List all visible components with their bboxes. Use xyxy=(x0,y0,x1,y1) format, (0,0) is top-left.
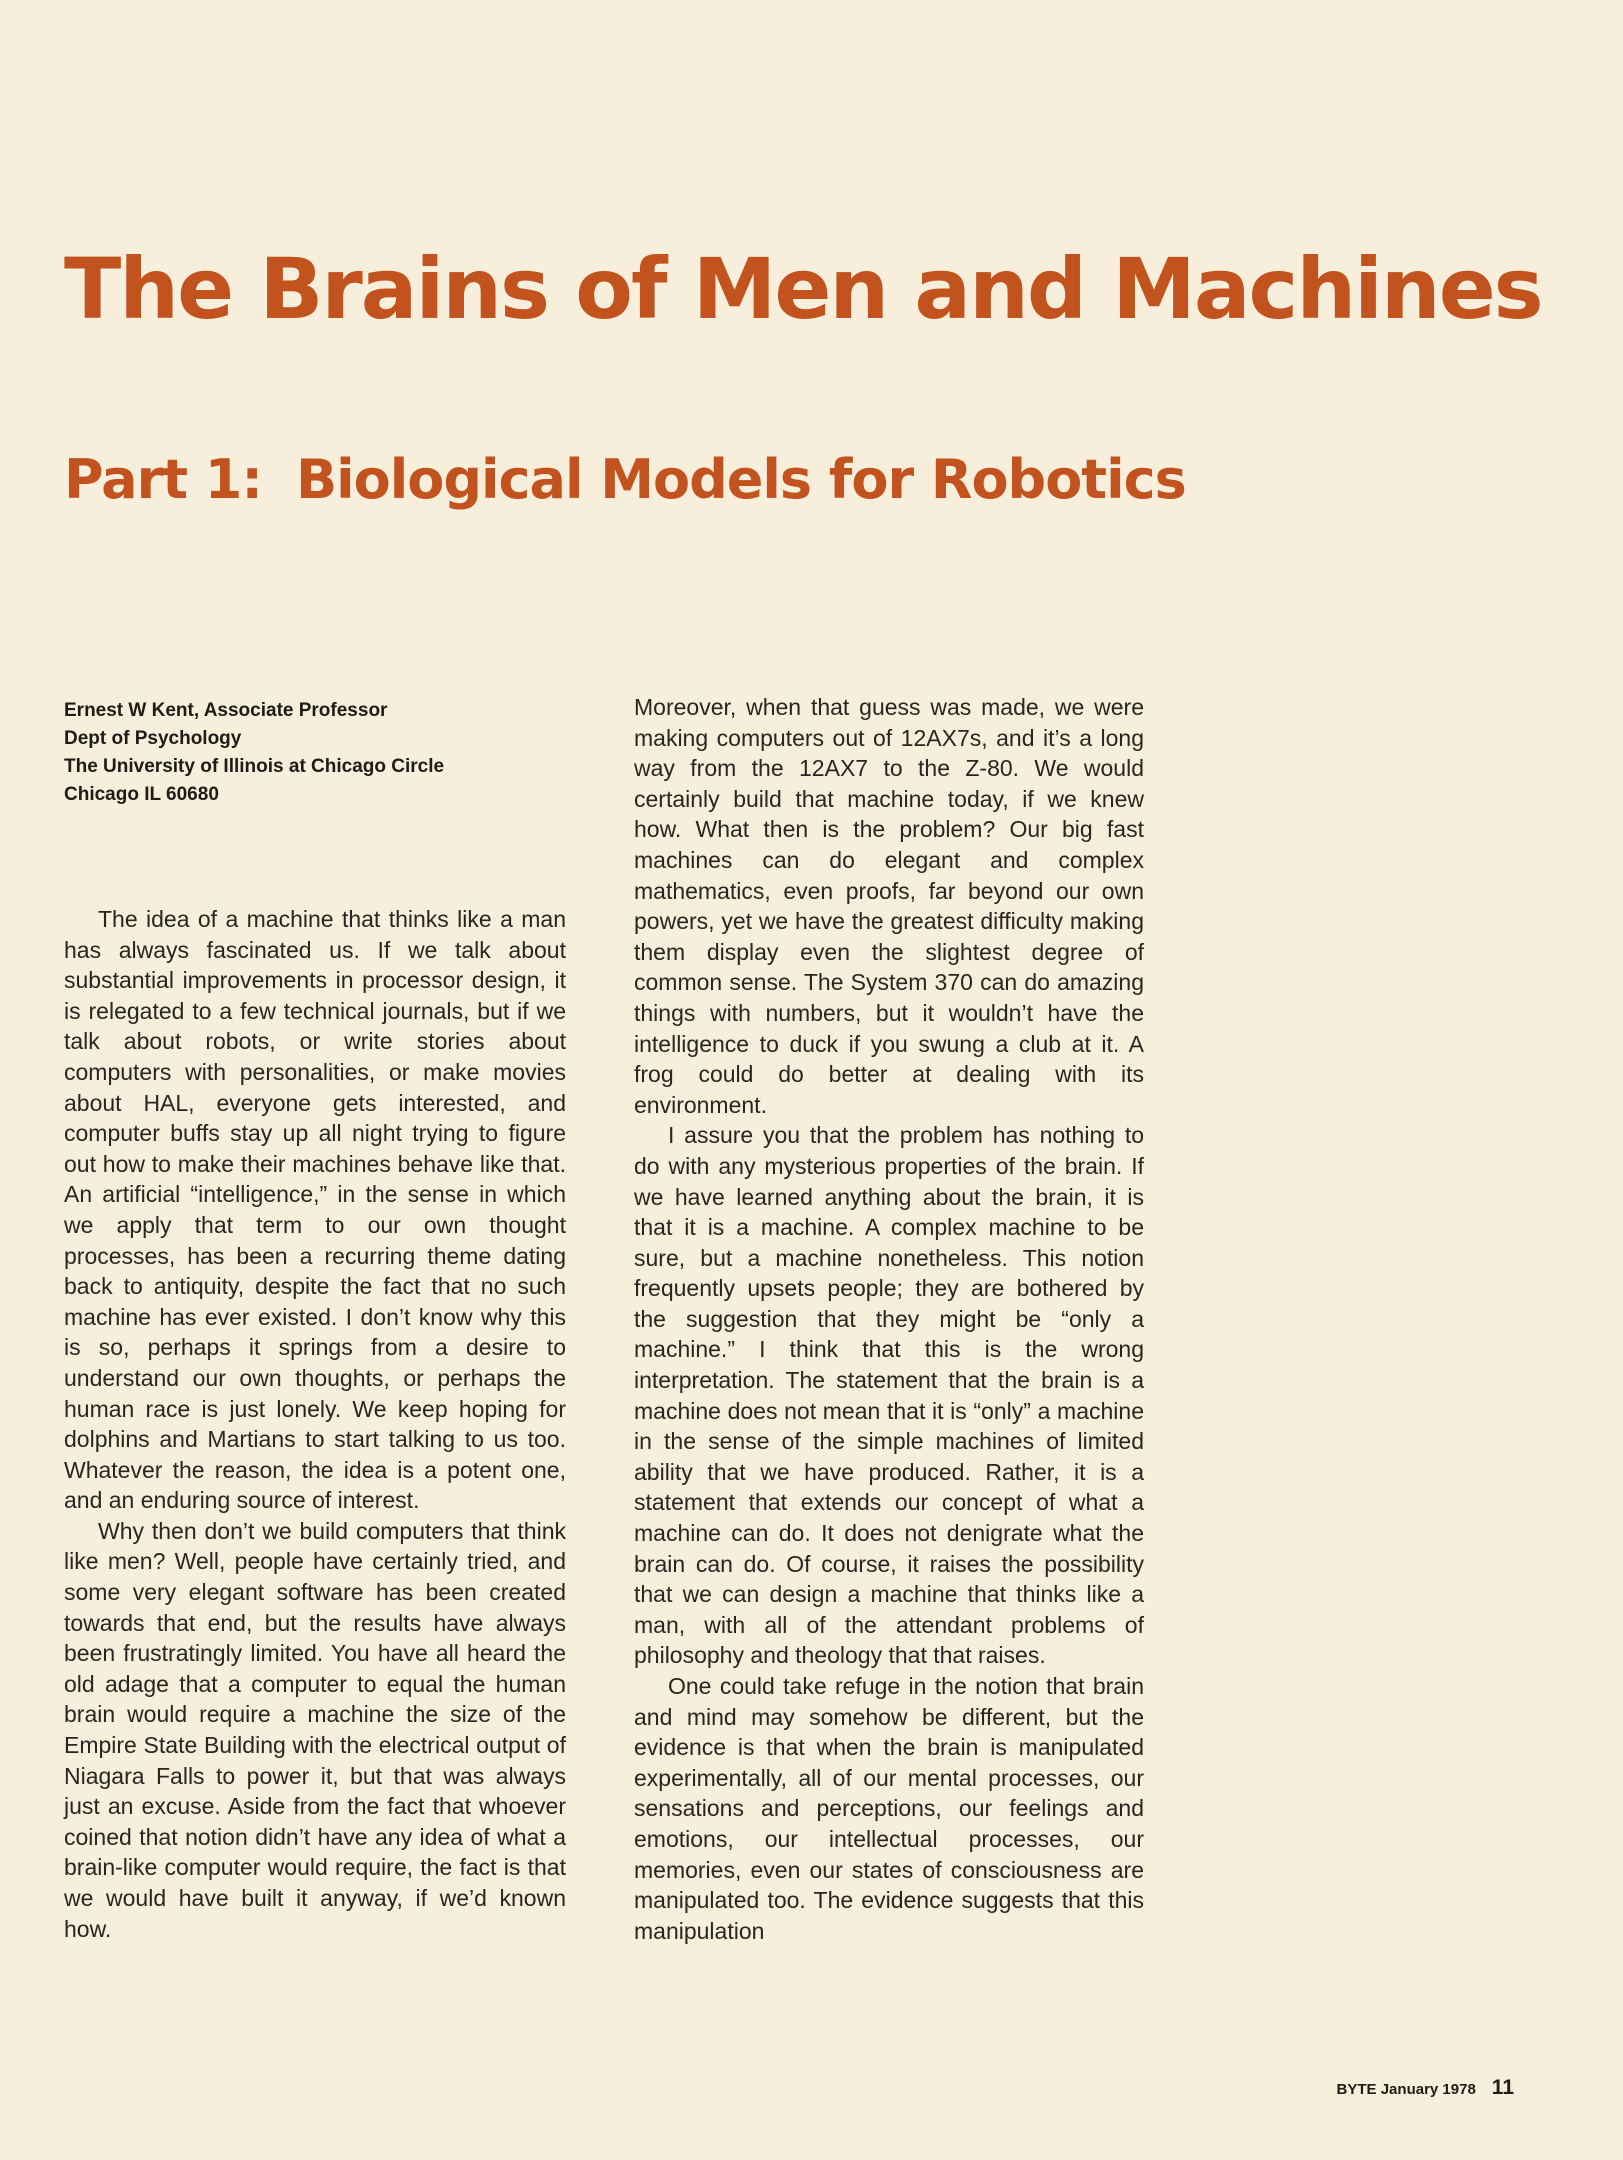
body-paragraph: The idea of a machine that thinks like a man has always fascinated us. If we talk about substantial improvements in processor design, it is relegated to a few technical journals, but if we talk about robots, or write stories about computers with personalities, or make movies about HAL, everyone gets interested, and computer buffs stay up all night trying to figure out how to make their machines behave like that. An artificial “intelligence,” in the sense in which we apply that term to our own thought processes, has been a recurring theme dating back to antiquity, despite the fact that no such machine has ever existed. I don’t know why this is so, perhaps it springs from a desire to understand our own thoughts, or perhaps the human race is just lonely. We keep hoping for dolphins and Martians to start talking to us too. Whatever the reason, the idea is a potent one, and an enduring source of interest. xyxy=(64,906,566,1514)
author-address: Chicago IL 60680 xyxy=(64,784,219,805)
article-subtitle xyxy=(64,448,1186,511)
body-paragraph: Moreover, when that guess was made, we were making computers out of 12AX7s, and it’s a long way from the 12AX7 to the Z-80. We would certainly build that machine today, if we knew how. What then is the problem? Our big fast machines can do elegant and complex mathematics, even proofs, far beyond our own powers, yet we have the greatest difficulty making them display even the slightest degree of common sense. The System 370 can do amazing things with numbers, but it wouldn’t have the intelligence to duck if you swung a club at it. A frog could do better at dealing with its environment. xyxy=(634,694,1144,1118)
author-institution: The University of Illinois at Chicago Circle xyxy=(64,756,445,777)
body-paragraph: One could take refuge in the notion that brain and mind may somehow be different, but the evidence is that when the brain is manipulated experimentally, all of our mental processes, our sensations and perceptions, our feelings and emotions, our intellectual processes, our memories, even our states of consciousness are manipulated too. The evidence suggests that this manipulation xyxy=(634,1673,1144,1944)
body-paragraph: I assure you that the problem has nothing to do with any mysterious properties of the brain. If we have learned anything about the brain, it is that it is a machine. A complex machine to be sure, but a machine nonetheless. This notion frequently upsets people; they are bothered by the suggestion that they might be “only a machine.” I think that this is the wrong interpretation. The statement that the brain is a machine does not mean that it is “only” a machine in the sense of the simple machines of limited ability that we have produced. Rather, it is a statement that extends our concept of what a machine can do. It does not denigrate what the brain can do. Of course, it raises the possibility that we can design a machine that thinks like a man, with all of the attendant problems of philosophy and theology that that raises. xyxy=(634,1122,1144,1669)
author-name: Ernest W Kent, Associate Professor xyxy=(64,700,388,721)
body-column-right xyxy=(634,692,1144,1946)
page-footer xyxy=(1337,2076,1514,2100)
author-department: Dept of Psychology xyxy=(64,728,242,749)
body-paragraph: Why then don’t we build computers that think like men? Well, people have certainly tried, and some very elegant software has been created towards that end, but the results have always been frustratingly limited. You have all heard the old adage that a computer to equal the human brain would require a machine the size of the Empire State Building with the electrical output of Niagara Falls to power it, but that was always just an excuse. Aside from the fact that whoever coined that notion didn’t have any idea of what a brain-like computer would require, the fact is that we would have built it anyway, if we’d known how. xyxy=(64,1517,566,1942)
subtitle-part: Part 1: xyxy=(64,448,262,511)
author-byline xyxy=(64,697,584,809)
subtitle-text: Biological Models for Robotics xyxy=(295,448,1186,511)
body-column-left xyxy=(64,904,566,1944)
article-title: The Brains of Men and Machines xyxy=(64,240,1542,338)
page-number: 11 xyxy=(1491,2076,1514,2099)
magazine-issue: BYTE January 1978 xyxy=(1336,2081,1476,2098)
